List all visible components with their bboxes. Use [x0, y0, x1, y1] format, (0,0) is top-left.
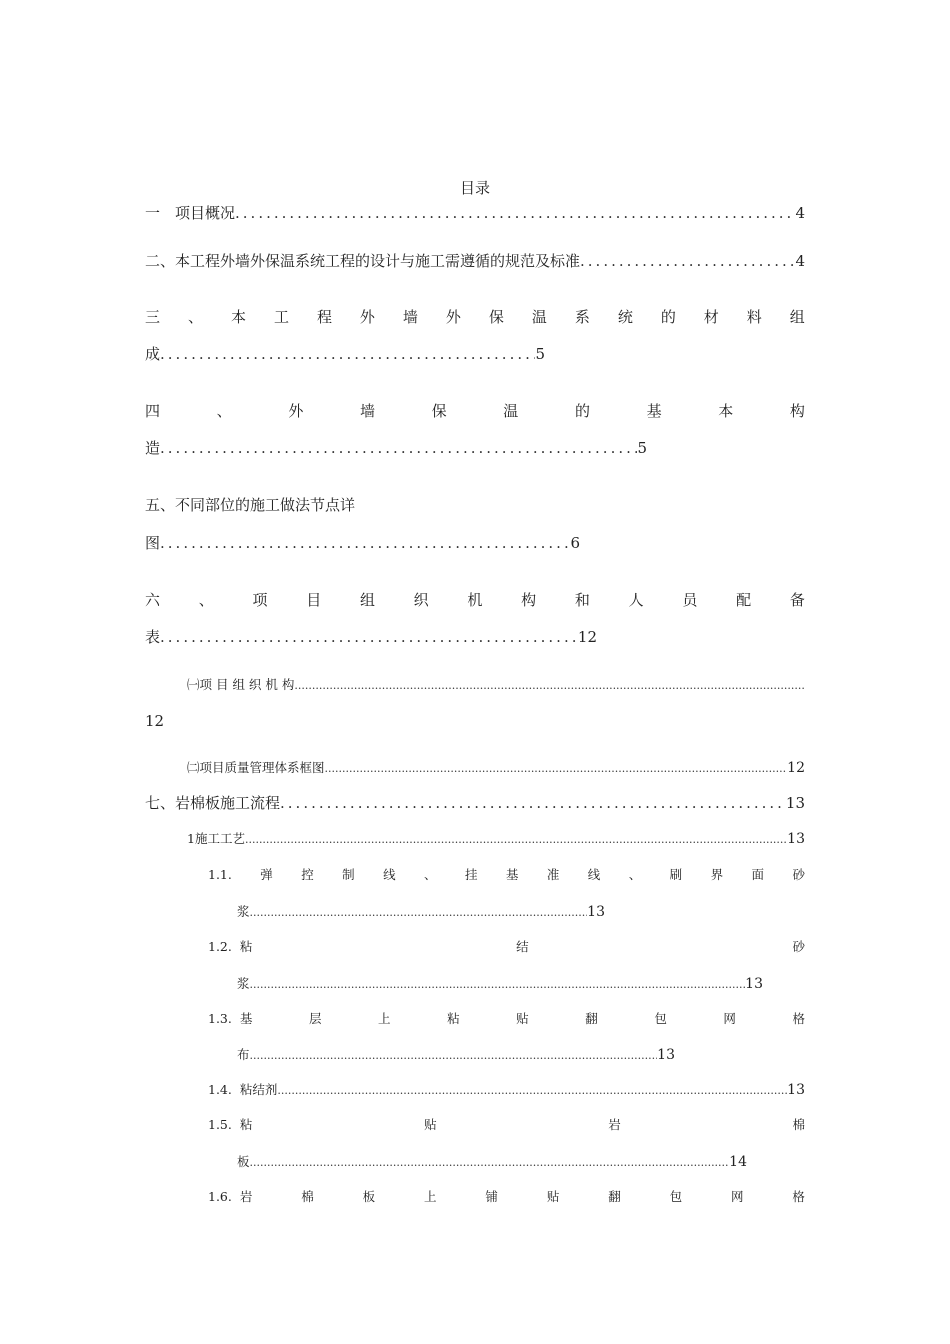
toc-char: 和	[574, 591, 590, 609]
toc-char: 组	[359, 591, 375, 609]
toc-char: 粘	[239, 1117, 253, 1132]
toc-char: 砂	[792, 867, 805, 882]
toc-char: 准	[546, 867, 560, 882]
toc-char: 组	[789, 308, 805, 326]
toc-char: 网	[730, 1189, 744, 1204]
toc-char: 上	[424, 1189, 437, 1204]
toc-page-number: 13	[787, 831, 805, 847]
toc-char: 贴	[424, 1117, 437, 1132]
toc-page-number: 6	[570, 534, 580, 552]
toc-entry-6[interactable]	[145, 590, 805, 610]
toc-char: 翻	[585, 1011, 598, 1026]
toc-page-number: 14	[729, 1154, 747, 1170]
toc-entry-4[interactable]	[145, 401, 805, 421]
toc-char: 粘	[447, 1011, 460, 1026]
toc-section-number: 1.1.	[208, 867, 232, 882]
toc-leader	[235, 203, 795, 223]
toc-char: 员	[682, 591, 698, 609]
toc-entry-label: 七、岩棉板施工流程	[145, 794, 281, 812]
toc-entry-label: ㈡项目质量管理体系框图	[187, 760, 325, 775]
toc-char: 、	[424, 867, 437, 882]
toc-entry-tail: 浆	[237, 976, 250, 991]
toc-leader	[250, 975, 746, 995]
toc-char: 人	[628, 591, 644, 609]
toc-char: 构	[789, 402, 805, 420]
toc-char: 机	[467, 591, 483, 609]
toc-leader	[160, 627, 578, 647]
toc-char: 岩	[608, 1117, 621, 1132]
toc-char: 岩	[239, 1189, 253, 1204]
toc-page-number: 13	[745, 976, 763, 992]
toc-section-number: 1.5.	[208, 1117, 232, 1132]
toc-page-number: 5	[535, 345, 545, 363]
toc-char: 网	[723, 1011, 736, 1026]
toc-page-number: 4	[795, 252, 805, 270]
toc-page-number: 12	[787, 760, 805, 776]
toc-entry-1-2[interactable]	[208, 937, 805, 957]
toc-char: 外	[288, 402, 304, 420]
toc-entry-tail: 布	[237, 1047, 250, 1062]
toc-char: 板	[362, 1189, 376, 1204]
toc-entry-6a[interactable]	[187, 675, 805, 696]
toc-entry-tail: 造	[145, 439, 161, 457]
toc-entry-label: 1施工工艺	[187, 831, 245, 846]
toc-char: 格	[792, 1011, 805, 1026]
toc-char: 刷	[669, 867, 683, 882]
toc-leader	[160, 344, 535, 364]
toc-char: 温	[531, 308, 547, 326]
toc-leader	[280, 793, 786, 813]
toc-char: 界	[710, 867, 724, 882]
toc-char: 控	[301, 867, 314, 882]
toc-entry-6b[interactable]	[187, 758, 805, 779]
toc-entry-7-1[interactable]	[187, 829, 805, 850]
toc-page-number: 13	[587, 904, 605, 920]
toc-entry-3[interactable]	[145, 307, 805, 327]
toc-char: 项	[252, 591, 268, 609]
toc-char: 配	[736, 591, 752, 609]
toc-char: 外	[445, 308, 461, 326]
toc-entry-1-3[interactable]	[208, 1009, 805, 1029]
toc-char: 的	[574, 402, 590, 420]
toc-entry-6-cont[interactable]	[145, 627, 597, 647]
toc-char: 料	[746, 308, 762, 326]
toc-char: 工	[273, 308, 289, 326]
toc-entry-label: 一 项目概况	[145, 204, 236, 222]
toc-char: 织	[413, 591, 429, 609]
toc-char: 四	[145, 402, 161, 420]
toc-char: 温	[503, 402, 519, 420]
toc-entry-tail: 图	[145, 534, 161, 552]
toc-char: 三	[145, 308, 161, 326]
toc-section-number: 1.4.	[208, 1082, 232, 1097]
toc-entry-2[interactable]	[145, 251, 805, 271]
toc-char: 的	[660, 308, 676, 326]
toc-entry-label: ㈠项 目 组 织 机 构	[187, 677, 295, 692]
toc-leader	[580, 251, 795, 271]
toc-entry-tail: 成	[145, 345, 161, 363]
toc-char: 层	[308, 1011, 322, 1026]
toc-entry-1-3-cont[interactable]	[237, 1045, 675, 1066]
toc-leader	[160, 533, 570, 553]
toc-page-number: 13	[657, 1047, 675, 1063]
toc-page-number: 4	[795, 204, 805, 222]
toc-entry-7[interactable]	[145, 793, 805, 813]
toc-char: 挂	[464, 867, 478, 882]
toc-leader	[160, 438, 637, 458]
toc-char: 线	[587, 867, 601, 882]
toc-page-number: 12	[145, 712, 165, 730]
toc-char: 棉	[301, 1189, 314, 1204]
toc-char: 包	[669, 1189, 683, 1204]
toc-char: 基	[646, 402, 662, 420]
toc-char: 格	[792, 1189, 805, 1204]
toc-section-number: 1.2.	[208, 939, 232, 954]
toc-page-number: 12	[577, 628, 597, 646]
toc-char: 基	[505, 867, 519, 882]
toc-leader	[250, 1153, 730, 1173]
toc-char: 弹	[260, 867, 273, 882]
toc-page-number: 13	[787, 1082, 805, 1098]
toc-leader	[250, 903, 588, 923]
toc-char: 墙	[402, 308, 418, 326]
toc-entry-label: 粘结剂	[239, 1082, 278, 1097]
toc-char: 系	[574, 308, 590, 326]
toc-char: 贴	[546, 1189, 560, 1204]
toc-char: 棉	[792, 1117, 805, 1132]
toc-entry-1-1[interactable]	[208, 865, 805, 885]
toc-char: 、	[198, 591, 214, 609]
toc-leader	[250, 1046, 658, 1066]
toc-entry-1-1-cont[interactable]	[237, 902, 605, 923]
toc-char: 保	[488, 308, 504, 326]
toc-char: 本	[230, 308, 246, 326]
toc-char: 基	[239, 1011, 253, 1026]
toc-entry-3-cont[interactable]	[145, 344, 545, 364]
toc-char: 砂	[792, 939, 805, 954]
toc-char: 外	[359, 308, 375, 326]
toc-leader	[325, 759, 788, 779]
toc-char: 保	[431, 402, 447, 420]
toc-char: 翻	[608, 1189, 621, 1204]
toc-entry-label: 二、本工程外墙外保温系统工程的设计与施工需遵循的规范及标准	[145, 252, 581, 270]
toc-char: 面	[751, 867, 765, 882]
toc-char: 程	[316, 308, 332, 326]
toc-char: 包	[654, 1011, 667, 1026]
toc-entry-5-cont[interactable]	[145, 533, 580, 553]
toc-leader	[277, 1081, 787, 1101]
toc-char: 墙	[359, 402, 375, 420]
toc-entry-1[interactable]	[145, 203, 805, 223]
toc-char: 、	[187, 308, 203, 326]
toc-page-number: 13	[785, 794, 805, 812]
toc-char: 制	[342, 867, 355, 882]
toc-entry-1-2-cont[interactable]	[237, 974, 763, 995]
toc-char: 结	[516, 939, 529, 954]
toc-char: 构	[521, 591, 537, 609]
toc-section-number: 1.3.	[208, 1011, 232, 1026]
toc-entry-tail: 板	[237, 1154, 250, 1169]
toc-char: 线	[383, 867, 396, 882]
toc-char: 材	[703, 308, 719, 326]
toc-char: 目	[306, 591, 322, 609]
toc-entry-1-6[interactable]	[208, 1187, 805, 1207]
toc-entry-tail: 浆	[237, 904, 250, 919]
toc-char: 铺	[485, 1189, 498, 1204]
toc-entry-1-4[interactable]	[208, 1080, 805, 1101]
toc-char: 、	[216, 402, 232, 420]
toc-entry-5[interactable]: 五、不同部位的施工做法节点详	[145, 496, 356, 514]
toc-char: 粘	[239, 939, 253, 954]
toc-page-number: 5	[637, 439, 647, 457]
toc-char: 、	[628, 867, 642, 882]
toc-entry-tail: 表	[145, 628, 161, 646]
toc-entry-4-cont[interactable]	[145, 438, 647, 458]
toc-title: 目录	[459, 179, 490, 197]
toc-char: 六	[145, 591, 161, 609]
toc-char: 上	[378, 1011, 391, 1026]
toc-char: 本	[718, 402, 734, 420]
toc-char: 贴	[516, 1011, 529, 1026]
toc-leader	[245, 830, 787, 850]
toc-char: 备	[789, 591, 805, 609]
toc-entry-1-5-cont[interactable]	[237, 1152, 747, 1173]
toc-section-number: 1.6.	[208, 1189, 232, 1204]
toc-char: 统	[617, 308, 633, 326]
toc-leader	[294, 676, 805, 696]
toc-entry-1-5[interactable]	[208, 1115, 805, 1135]
